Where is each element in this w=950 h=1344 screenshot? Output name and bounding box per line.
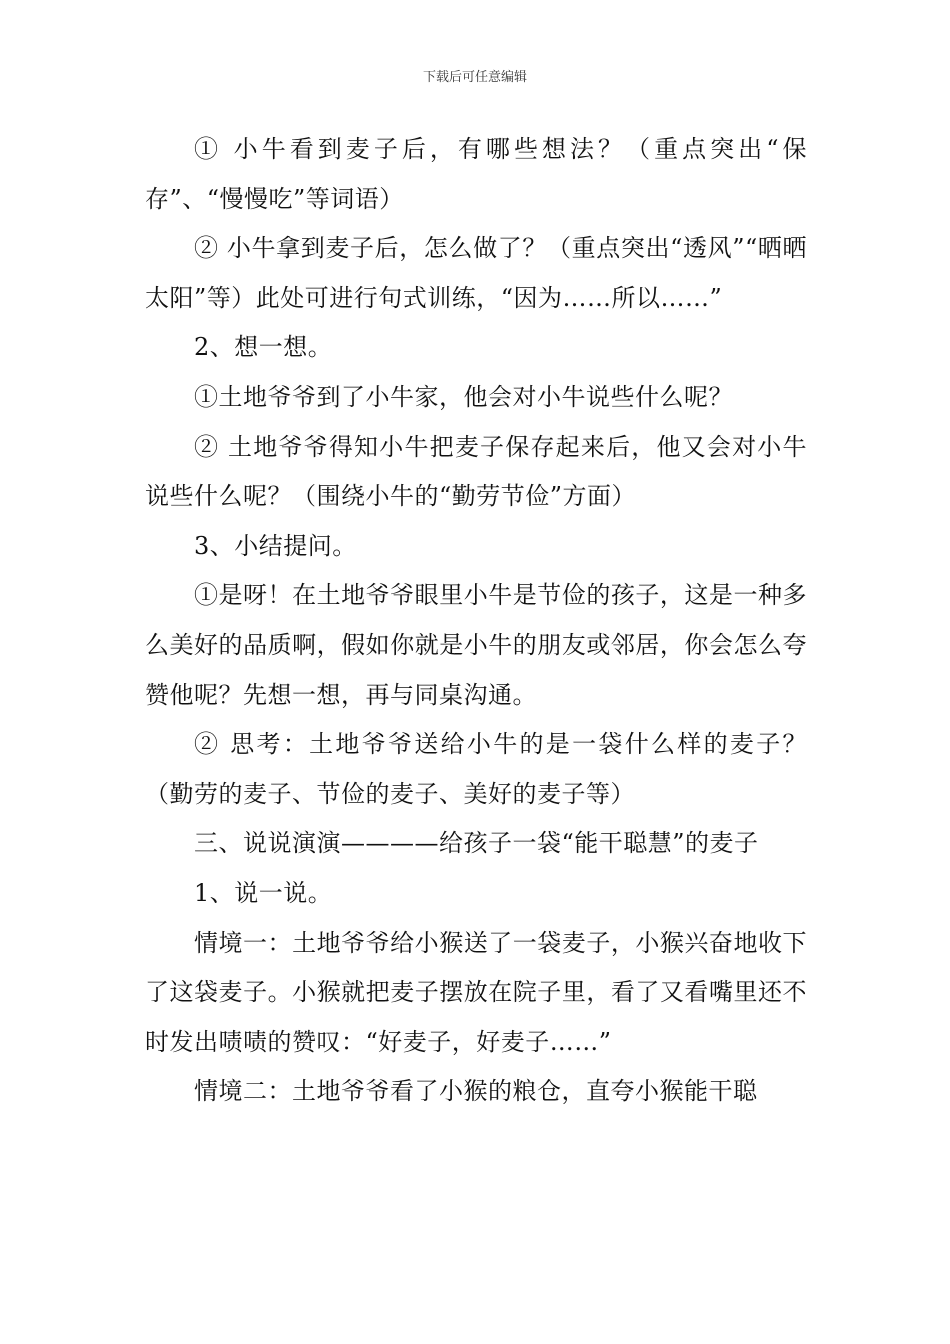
paragraph-8: ② 思考：土地爷爷送给小牛的是一袋什么样的麦子？（勤劳的麦子、节俭的麦子、美好的麦子等） [145,730,807,808]
paragraph-10: 1、说一说。 [194,878,333,907]
paragraph-3: 2、想一想。 [194,333,333,362]
paragraph-scenario-2: 情境二：土地爷爷看了小猴的粮仓，直夸小猴能干聪 [194,1077,758,1106]
paragraph-7: ①是呀！在土地爷爷眼里小牛是节俭的孩子，这是一种多么美好的品质啊，假如你就是小牛的朋友或邻居，你会怎么夸赞他呢？先想一想，再与同桌沟通。 [145,581,807,709]
paragraph-6: 3、小结提问。 [194,531,357,560]
paragraph-scenario-1: 情境一：土地爷爷给小猴送了一袋麦子，小猴兴奋地收下了这袋麦子。小猴就把麦子摆放在院子里，看了又看嘴里还不时发出啧啧的赞叹：“好麦子，好麦子……” [145,928,807,1056]
page-header: 下载后可任意编辑 [422,70,527,85]
paragraph-4: ①土地爷爷到了小牛家，他会对小牛说些什么呢？ [194,382,733,411]
paragraph-5: ② 土地爷爷得知小牛把麦子保存起来后，他又会对小牛说些什么呢？（围绕小牛的“勤劳节俭”方面） [145,432,807,511]
document-body [145,125,807,1117]
paragraph-2: ② 小牛拿到麦子后，怎么做了？（重点突出“透风”“晒晒太阳”等）此处可进行句式训练，“因为……所以……” [145,234,807,312]
paragraph-1: ① 小牛看到麦子后，有哪些想法？（重点突出“保存”、“慢慢吃”等词语） [145,135,807,213]
section-heading-3: 三、说说演演————给孩子一袋“能干聪慧”的麦子 [194,829,759,858]
